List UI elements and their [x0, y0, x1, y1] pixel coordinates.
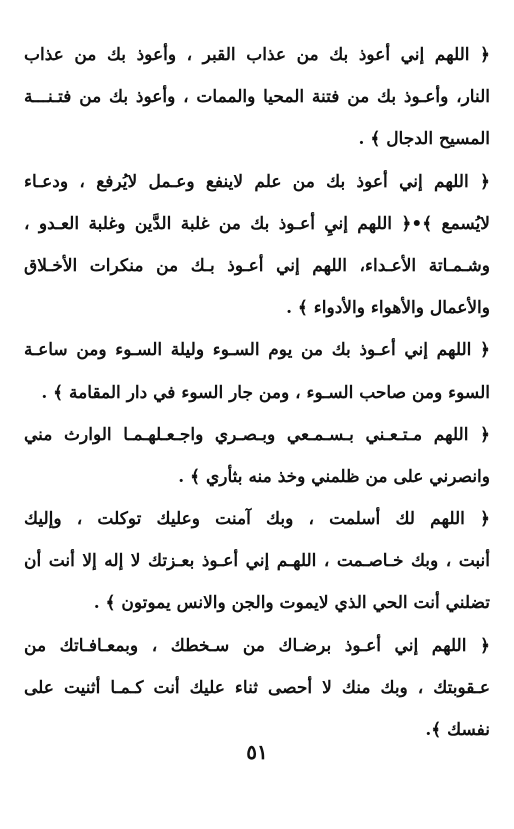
text-line: ﴿ اللهم لك أسلمت ، وبك آمنت وعليك توكلت ، وإليك [24, 509, 490, 530]
text-line: السوء ومن صاحب السـوء ، ومن جار السوء في دار المقامة ﴾ . [41, 382, 490, 403]
text-line: لايُسمع ﴾•﴿ اللهم إنيِ أعـوذ بك من غلبة الدَّين وغلبة العـدو ، [24, 213, 490, 234]
text-line: عـقوبتك ، وبك منك لا أحصى ثناء عليك أنت كـمـا أثنيت على [24, 677, 490, 698]
text-line: والأعمال والأهواء والأدواء ﴾ . [286, 298, 490, 319]
page-number: ٥١ [246, 740, 268, 764]
supplications-text [24, 34, 490, 751]
text-line: نفسك ﴾. [425, 720, 490, 740]
text-line: النار، وأعـوذ بك من فتنة المحيا والممات ، وأعوذ بك من فتـنـــة [24, 87, 490, 108]
text-line: ﴿ اللهم إني أعوذ بك من عذاب القبر ، وأعوذ بك من عذاب [24, 45, 490, 65]
text-line: ﴿ اللهم إني أعـوذ برضـاك من سـخطك ، وبمعـافـاتك من [24, 635, 490, 656]
text-line: وانصرني على من ظلمني وخذ منه بثأري ﴾ . [178, 466, 490, 487]
text-line: ﴿ اللهم إني أعوذ بك من علم لاينفع وعـمل لايُرفع ، ودعـاء [24, 171, 490, 192]
text-line: ﴿ اللهم إني أعـوذ بك من يوم السـوء وليلة السـوء ومن ساعـة [24, 340, 490, 361]
text-line: تضلني أنت الحي الذي لايموت والجن والانس يموتون ﴾ . [93, 593, 490, 614]
text-line: ﴿ اللهم مـتـعـني بـسـمـعي وبـصـري واجـعـلهـمـا الوارث مني [24, 424, 490, 445]
text-line: وشـمـاتة الأعـداء، اللهم إني أعـوذ بـك من منكرات الأخـلاق [24, 255, 490, 276]
text-line: أنبت ، وبك خـاصـمت ، اللهـم إني أعـوذ بعـزتك لا إله إلا أنت أن [24, 551, 490, 572]
text-line: المسيح الدجال ﴾ . [358, 129, 490, 150]
